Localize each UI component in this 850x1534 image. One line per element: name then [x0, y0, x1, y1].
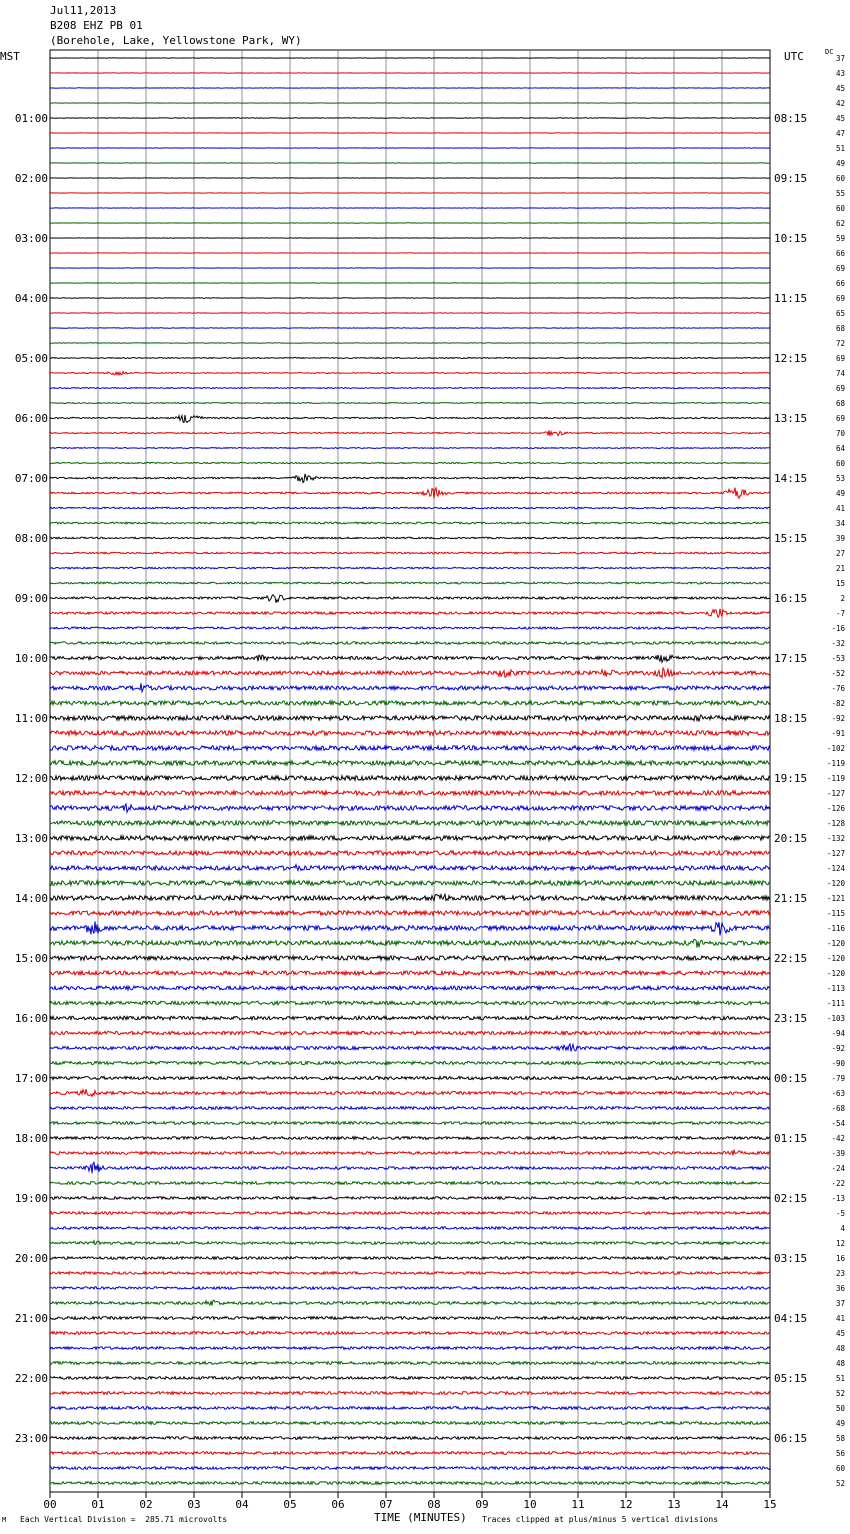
utc-hour-label: 21:15	[774, 892, 808, 905]
utc-hour-label: 23:15	[774, 1012, 808, 1025]
trace-row	[50, 921, 770, 935]
mst-hour-label: 04:00	[14, 292, 48, 305]
trace-row	[50, 1107, 770, 1110]
mst-hour-label: 08:00	[14, 532, 48, 545]
trace-row	[50, 1061, 770, 1064]
dc-offset-label: -111	[826, 999, 845, 1008]
dc-offset-label: -90	[831, 1059, 845, 1068]
trace-row	[50, 761, 770, 766]
trace-row	[50, 1300, 770, 1305]
trace-row	[50, 1212, 770, 1215]
dc-offset-label: 21	[835, 564, 845, 573]
trace-row	[50, 1162, 770, 1173]
trace-row	[50, 1241, 770, 1245]
x-tick-label: 10	[523, 1498, 537, 1511]
dc-offset-label: -79	[831, 1074, 845, 1083]
trace-row	[50, 715, 770, 722]
dc-offset-label: 27	[835, 549, 845, 558]
mst-hour-label: 10:00	[14, 652, 48, 665]
utc-hour-label: 12:15	[774, 352, 808, 365]
dc-offset-label: 65	[835, 309, 845, 318]
utc-hour-label: 15:15	[774, 532, 808, 545]
utc-hour-label: 20:15	[774, 832, 808, 845]
mst-hour-label: 22:00	[14, 1372, 48, 1385]
dc-offset-label: 69	[835, 414, 845, 423]
utc-hour-label: 17:15	[774, 652, 808, 665]
dc-offset-label: -92	[831, 1044, 845, 1053]
mst-hour-label: 07:00	[14, 472, 48, 485]
trace-row	[50, 462, 770, 463]
x-tick-label: 13	[667, 1498, 681, 1511]
mst-hour-label: 15:00	[14, 952, 48, 965]
trace-row	[50, 388, 770, 389]
dc-offset-label: -32	[831, 639, 845, 648]
trace-row	[50, 1076, 770, 1079]
trace-row	[50, 1001, 770, 1005]
trace-row	[50, 358, 770, 359]
utc-hour-label: 09:15	[774, 172, 808, 185]
dc-offset-label: -102	[826, 744, 845, 753]
trace-row	[50, 791, 770, 796]
dc-offset-label: 69	[835, 354, 845, 363]
mst-hour-label: 23:00	[14, 1432, 48, 1445]
dc-offset-label: 52	[835, 1389, 845, 1398]
dc-offset-label: -76	[831, 684, 845, 693]
trace-row	[50, 731, 770, 736]
x-tick-label: 06	[331, 1498, 345, 1511]
dc-offset-label: 52	[835, 1479, 845, 1488]
dc-offset-label: 69	[835, 294, 845, 303]
dc-offset-label: 45	[835, 1329, 845, 1338]
trace-row	[50, 911, 770, 916]
utc-hour-label: 11:15	[774, 292, 808, 305]
trace-row	[50, 1227, 770, 1230]
dc-offset-label: -68	[831, 1104, 845, 1113]
mst-hour-label: 06:00	[14, 412, 48, 425]
trace-row	[50, 595, 770, 603]
dc-offset-label: 45	[835, 114, 845, 123]
dc-offset-label: 4	[840, 1224, 845, 1233]
x-tick-label: 02	[139, 1498, 153, 1511]
trace-row	[50, 655, 770, 662]
trace-row	[50, 851, 770, 855]
mst-hour-label: 02:00	[14, 172, 48, 185]
trace-row	[50, 474, 770, 483]
dc-offset-label: -116	[826, 924, 845, 933]
dc-offset-label: -54	[831, 1119, 845, 1128]
dc-offset-label: 51	[835, 1374, 845, 1383]
dc-offset-label: 51	[835, 144, 845, 153]
dc-offset-label: -120	[826, 879, 845, 888]
trace-row	[50, 701, 770, 705]
trace-row	[50, 1287, 770, 1290]
trace-row	[50, 1482, 770, 1485]
trace-row	[50, 328, 770, 329]
x-tick-label: 01	[91, 1498, 105, 1511]
utc-hour-label: 00:15	[774, 1072, 808, 1085]
dc-offset-label: 47	[835, 129, 845, 138]
dc-offset-label: 50	[835, 1404, 845, 1413]
mst-hour-labels	[15, 112, 48, 1445]
station-location: (Borehole, Lake, Yellowstone Park, WY)	[50, 34, 302, 47]
dc-offset-label: 12	[835, 1239, 845, 1248]
mst-hour-label: 05:00	[14, 352, 48, 365]
dc-offset-label: 23	[835, 1269, 845, 1278]
x-tick-label: 11	[571, 1498, 585, 1511]
trace-row	[50, 609, 770, 617]
x-tick-label: 14	[715, 1498, 729, 1511]
dc-offset-label: 55	[835, 189, 845, 198]
dc-offset-label: -63	[831, 1089, 845, 1098]
mst-hour-label: 09:00	[14, 592, 48, 605]
dc-offset-label: 36	[835, 1284, 845, 1293]
trace-row	[50, 415, 770, 422]
trace-row	[50, 1332, 770, 1335]
dc-offset-label: 60	[835, 174, 845, 183]
trace-row	[50, 537, 770, 539]
dc-offset-labels	[827, 54, 846, 1488]
trace-row	[50, 881, 770, 886]
trace-row	[50, 1467, 770, 1470]
x-tick-label: 05	[283, 1498, 297, 1511]
utc-hour-label: 06:15	[774, 1432, 808, 1445]
dc-offset-label: 41	[835, 504, 845, 513]
trace-row	[50, 956, 770, 960]
trace-row	[50, 1016, 770, 1020]
mst-hour-label: 03:00	[14, 232, 48, 245]
dc-offset-label: 37	[835, 1299, 845, 1308]
trace-row	[50, 668, 770, 678]
dc-offset-label: 64	[835, 444, 845, 453]
trace-row	[50, 1392, 770, 1395]
dc-offset-label: -91	[831, 729, 845, 738]
dc-offset-label: 2	[840, 594, 845, 603]
x-tick-label: 12	[619, 1498, 633, 1511]
trace-row	[50, 1031, 770, 1034]
mst-hour-label: 21:00	[14, 1312, 48, 1325]
dc-offset-label: -120	[826, 954, 845, 963]
mst-hour-label: 14:00	[14, 892, 48, 905]
dc-offset-label: -13	[831, 1194, 845, 1203]
utc-hour-labels	[774, 112, 807, 1445]
dc-offset-label: 58	[835, 1434, 845, 1443]
dc-offset-label: 45	[835, 84, 845, 93]
dc-offset-label: 49	[835, 1419, 845, 1428]
dc-offset-label: 41	[835, 1314, 845, 1323]
dc-offset-label: -5	[835, 1209, 845, 1218]
dc-offset-label: 37	[835, 54, 845, 63]
trace-row	[50, 448, 770, 449]
trace-row	[50, 488, 770, 499]
dc-offset-label: -127	[826, 789, 845, 798]
trace-row	[50, 1137, 770, 1140]
dc-offset-label: -124	[826, 864, 845, 873]
trace-row	[50, 1182, 770, 1185]
trace-row	[50, 776, 770, 781]
utc-hour-label: 02:15	[774, 1192, 808, 1205]
utc-hour-label: 01:15	[774, 1132, 808, 1145]
trace-row	[50, 1317, 770, 1320]
dc-offset-label: -82	[831, 699, 845, 708]
x-tick-label: 03	[187, 1498, 201, 1511]
trace-row	[50, 313, 770, 314]
utc-hour-label: 22:15	[774, 952, 808, 965]
utc-hour-label: 14:15	[774, 472, 808, 485]
dc-offset-label: -120	[826, 969, 845, 978]
trace-row	[50, 582, 770, 584]
dc-offset-label: -94	[831, 1029, 845, 1038]
x-tick-label: 04	[235, 1498, 249, 1511]
utc-hour-label: 08:15	[774, 112, 808, 125]
mst-hour-label: 13:00	[14, 832, 48, 845]
x-tick-label: 08	[427, 1498, 441, 1511]
x-tick-label: 00	[43, 1498, 57, 1511]
dc-offset-label: 60	[835, 459, 845, 468]
dc-offset-label: 72	[835, 339, 845, 348]
trace-row	[50, 939, 770, 947]
trace-row	[50, 567, 770, 569]
vertical-scale-note: Each Vertical Division = 285.71 microvolts	[20, 1515, 228, 1524]
dc-offset-label: 16	[835, 1254, 845, 1263]
station-code: B208 EHZ PB 01	[50, 19, 143, 32]
trace-row	[50, 522, 770, 524]
trace-row	[50, 1150, 770, 1156]
dc-offset-label: -128	[826, 819, 845, 828]
utc-hour-label: 16:15	[774, 592, 808, 605]
dc-offset-label: -53	[831, 654, 845, 663]
trace-row	[50, 430, 770, 436]
x-tick-label: 09	[475, 1498, 489, 1511]
dc-offset-label: -121	[826, 894, 845, 903]
dc-offset-label: -16	[831, 624, 845, 633]
mst-hour-label: 12:00	[14, 772, 48, 785]
dc-offset-label: 48	[835, 1359, 845, 1368]
trace-row	[50, 627, 770, 629]
utc-hour-label: 19:15	[774, 772, 808, 785]
dc-offset-label: -24	[831, 1164, 845, 1173]
trace-row	[50, 1347, 770, 1350]
dc-offset-label: -92	[831, 714, 845, 723]
dc-offset-label: 43	[835, 69, 845, 78]
dc-offset-label: 59	[835, 234, 845, 243]
mst-hour-label: 16:00	[14, 1012, 48, 1025]
dc-offset-label: 66	[835, 249, 845, 258]
trace-row	[50, 642, 770, 645]
dc-offset-label: -132	[826, 834, 845, 843]
trace-row	[50, 821, 770, 826]
dc-offset-label: 74	[835, 369, 845, 378]
dc-offset-label: -119	[826, 759, 845, 768]
trace-row	[50, 1044, 770, 1052]
mst-hour-label: 17:00	[14, 1072, 48, 1085]
dc-offset-label: -119	[826, 774, 845, 783]
mst-hour-label: 11:00	[14, 712, 48, 725]
trace-row	[50, 1272, 770, 1275]
trace-row	[50, 1197, 770, 1200]
dc-offset-header: DC	[825, 48, 834, 56]
x-tick-label: 15	[763, 1498, 777, 1511]
seismic-traces	[50, 58, 770, 1485]
dc-offset-label: 69	[835, 264, 845, 273]
trace-row	[50, 1362, 770, 1365]
mst-hour-label: 18:00	[14, 1132, 48, 1145]
trace-row	[50, 1452, 770, 1455]
mst-hour-label: 01:00	[14, 112, 48, 125]
plot-frame	[50, 50, 770, 1492]
utc-hour-label: 03:15	[774, 1252, 808, 1265]
dc-offset-label: 49	[835, 159, 845, 168]
utc-hour-label: 18:15	[774, 712, 808, 725]
trace-row	[50, 1089, 770, 1096]
trace-row	[50, 1122, 770, 1125]
dc-offset-label: 34	[835, 519, 845, 528]
dc-offset-label: -113	[826, 984, 845, 993]
dc-offset-label: -127	[826, 849, 845, 858]
utc-hour-label: 10:15	[774, 232, 808, 245]
x-tick-label: 07	[379, 1498, 393, 1511]
dc-offset-label: -103	[826, 1014, 845, 1023]
utc-hour-label: 13:15	[774, 412, 808, 425]
utc-hour-label: 05:15	[774, 1372, 808, 1385]
x-axis-ticks	[43, 1492, 776, 1511]
dc-offset-label: 60	[835, 1464, 845, 1473]
dc-offset-label: -22	[831, 1179, 845, 1188]
trace-row	[50, 1407, 770, 1410]
trace-row	[50, 986, 770, 990]
dc-offset-label: 66	[835, 279, 845, 288]
clipping-note: Traces clipped at plus/minus 5 vertical divisions	[482, 1515, 719, 1524]
trace-row	[50, 683, 770, 691]
trace-row	[50, 343, 770, 344]
trace-row	[50, 118, 770, 119]
dc-offset-label: 39	[835, 534, 845, 543]
trace-row	[50, 836, 770, 841]
trace-row	[50, 804, 770, 812]
trace-row	[50, 894, 770, 901]
dc-offset-label: 60	[835, 204, 845, 213]
dc-offset-label: 48	[835, 1344, 845, 1353]
dc-offset-label: 49	[835, 489, 845, 498]
mst-hour-label: 19:00	[14, 1192, 48, 1205]
dc-offset-label: 68	[835, 399, 845, 408]
trace-row	[50, 298, 770, 299]
trace-row	[50, 746, 770, 751]
dc-offset-label: 62	[835, 219, 845, 228]
dc-offset-label: -52	[831, 669, 845, 678]
corner-mark: M	[2, 1516, 7, 1524]
dc-offset-label: 68	[835, 324, 845, 333]
local-timezone-label: MST	[0, 50, 20, 63]
trace-row	[50, 1437, 770, 1440]
trace-row	[50, 1422, 770, 1425]
time-grid	[50, 50, 770, 1492]
dc-offset-label: 56	[835, 1449, 845, 1458]
dc-offset-label: 15	[835, 579, 845, 588]
dc-offset-label: 42	[835, 99, 845, 108]
dc-offset-label: -39	[831, 1149, 845, 1158]
dc-offset-label: -115	[826, 909, 845, 918]
dc-offset-label: 70	[835, 429, 845, 438]
dc-offset-label: -120	[826, 939, 845, 948]
dc-offset-label: 53	[835, 474, 845, 483]
plot-date: Jul11,2013	[50, 4, 117, 17]
trace-row	[50, 971, 770, 975]
dc-offset-label: 69	[835, 384, 845, 393]
trace-row	[50, 403, 770, 404]
trace-row	[50, 552, 770, 554]
dc-offset-label: -126	[826, 804, 845, 813]
trace-row	[50, 1377, 770, 1380]
dc-offset-label: -42	[831, 1134, 845, 1143]
x-axis-title: TIME (MINUTES)	[374, 1511, 467, 1524]
mst-hour-label: 20:00	[14, 1252, 48, 1265]
utc-hour-label: 04:15	[774, 1312, 808, 1325]
trace-row	[50, 372, 770, 375]
trace-row	[50, 507, 770, 509]
trace-row	[50, 1257, 770, 1260]
trace-row	[50, 865, 770, 871]
dc-offset-label: -7	[835, 609, 845, 618]
utc-timezone-label: UTC	[784, 50, 804, 63]
